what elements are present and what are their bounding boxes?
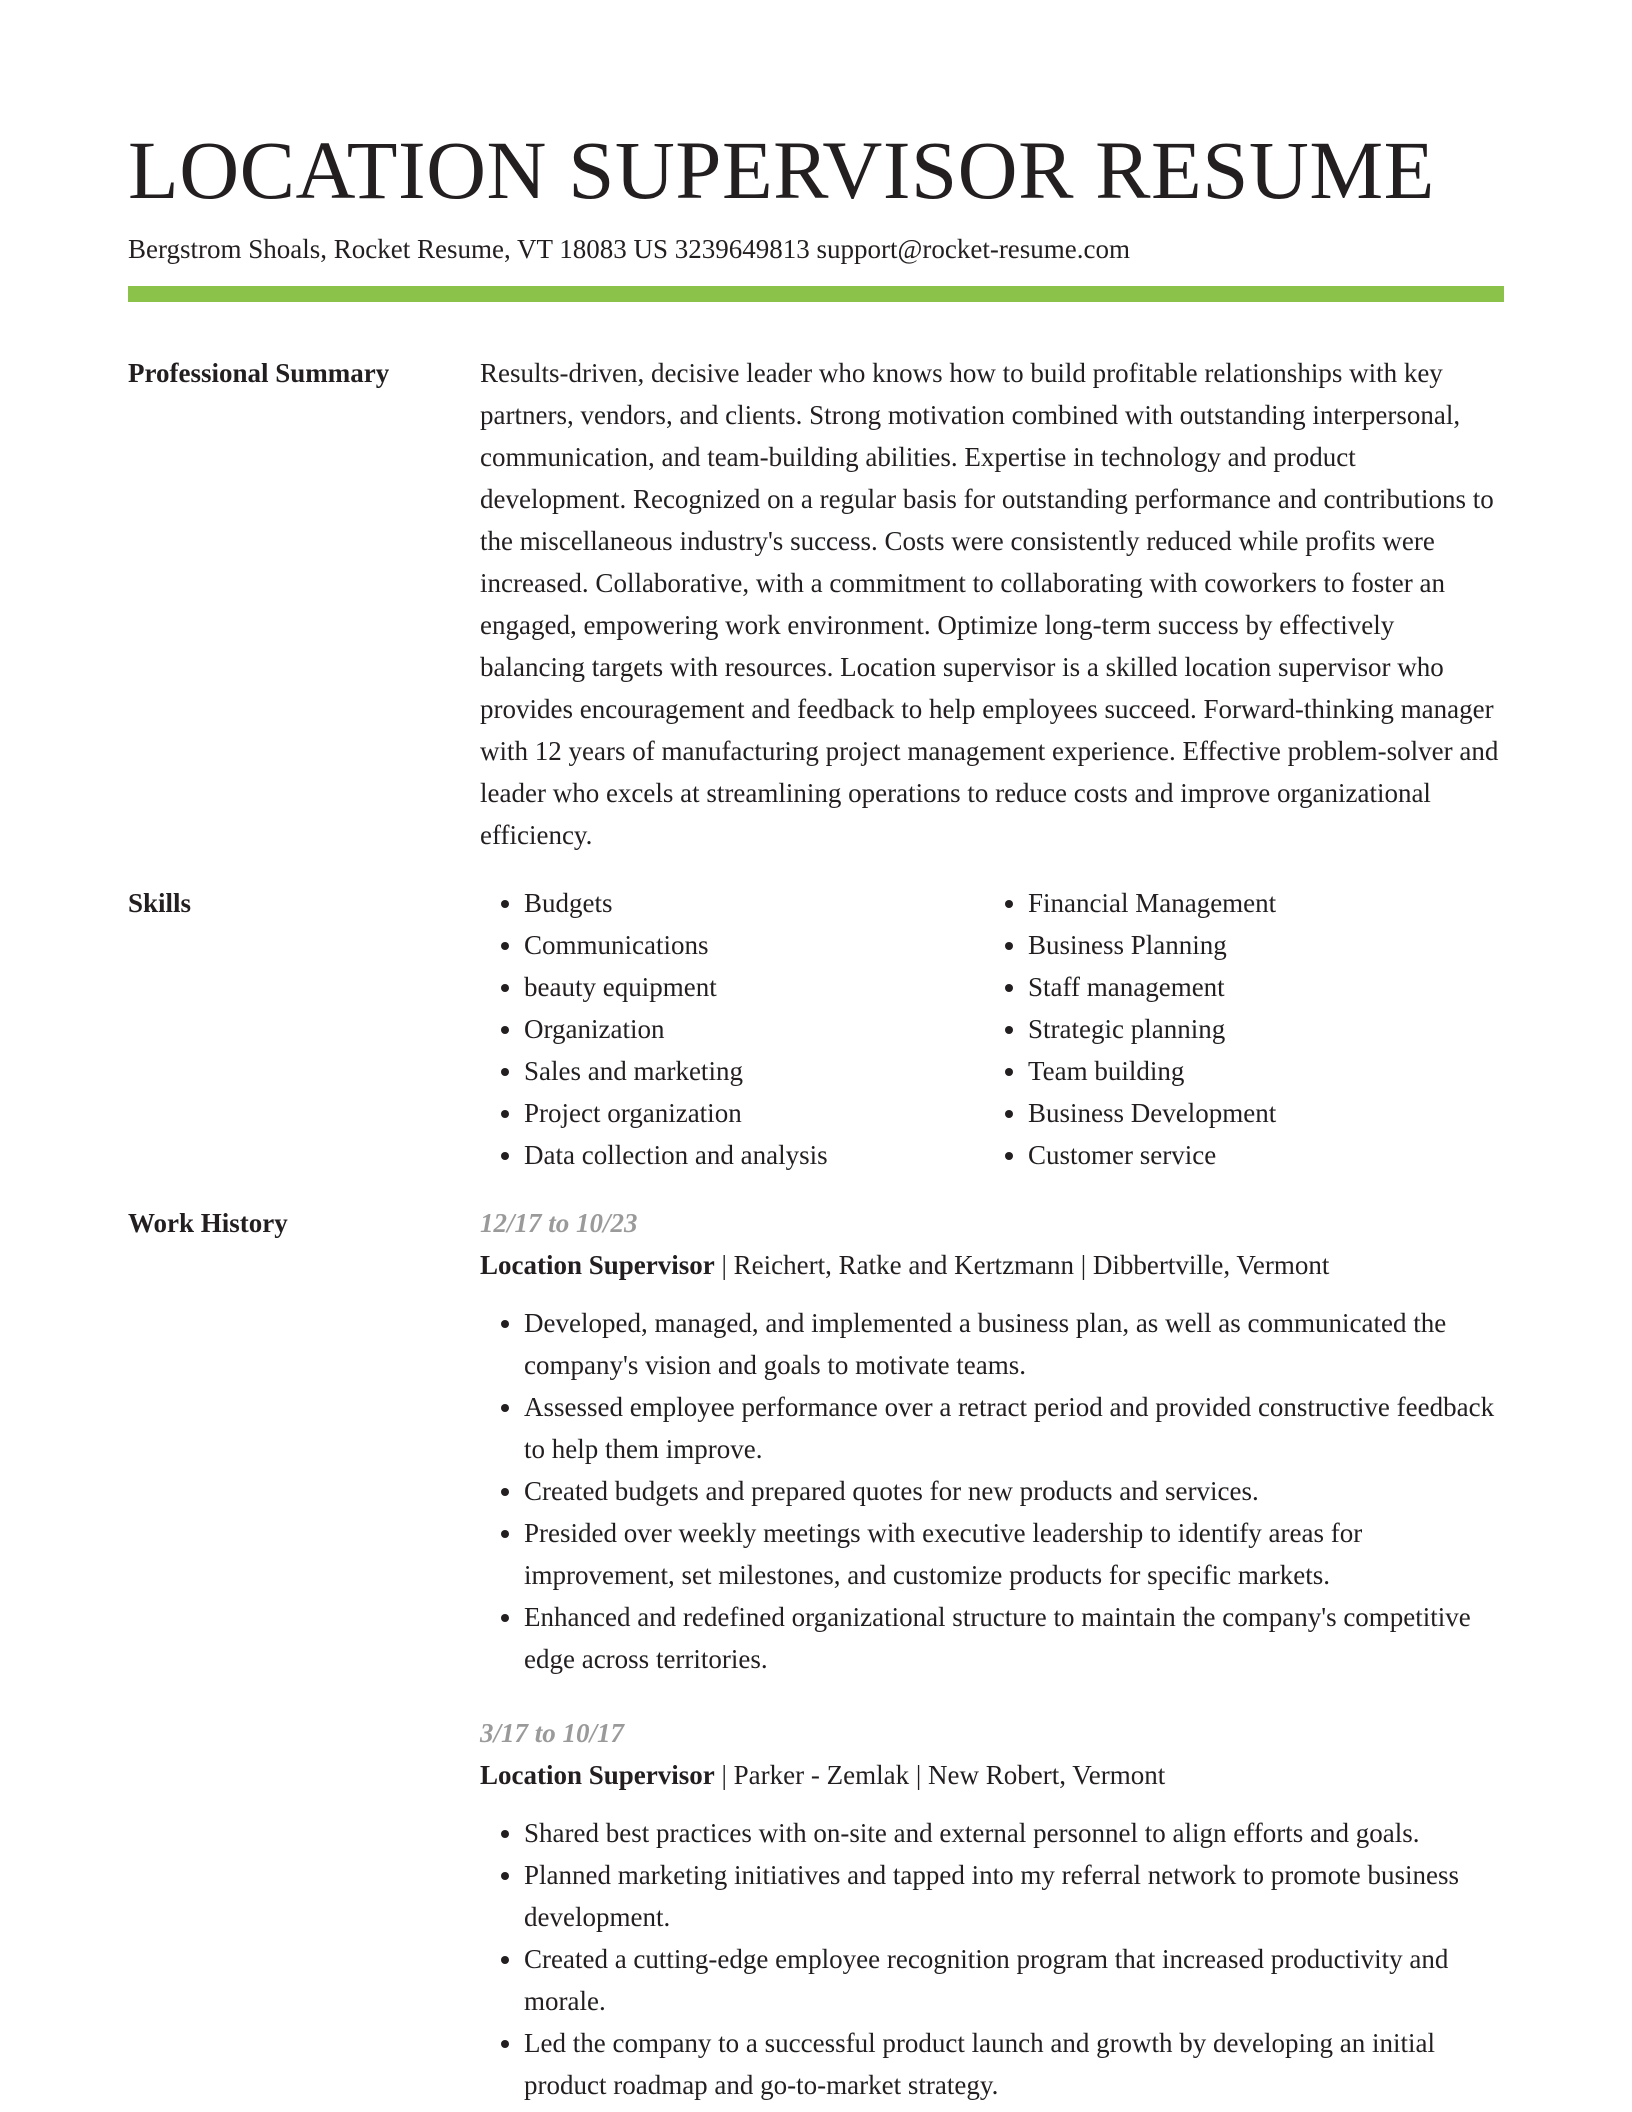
skill-item: • Project organization bbox=[524, 1092, 984, 1134]
skills-list-right bbox=[984, 882, 1488, 1176]
summary-text: Results-driven, decisive leader who knows how to build profitable relationships with key partners, vendors, and clients. Strong motivation combined with outstanding interpersonal, communication, and team-building abilities. Expertise in technology and product development. Recognized on a regular basis for outstanding performance and contributions to the miscellaneous industry's success. Costs were consistently reduced while profits were increased. Collaborative, with a commitment to collaborating with coworkers to foster an engaged, empowering work environment. Optimize long-term success by effectively balancing targets with resources. Location supervisor is a skilled location supervisor who provides encouragement and feedback to help employees succeed. Forward-thinking manager with 12 years of manufacturing project management experience. Effective problem-solver and leader who excels at streamlining operations to reduce costs and improve organizational efficiency. bbox=[480, 358, 1499, 850]
skill-item: • beauty equipment bbox=[524, 966, 984, 1008]
contact-line: Bergstrom Shoals, Rocket Resume, VT 18083 US 3239649813 support@rocket-resume.com bbox=[128, 234, 1131, 264]
job-bullet: • Created a cutting-edge employee recognition program that increased productivity and morale. bbox=[524, 1938, 1504, 2022]
job-bullet-list bbox=[480, 1302, 1504, 1680]
job-header bbox=[480, 1754, 1504, 1796]
job-bullet: • Presided over weekly meetings with executive leadership to identify areas for improvement, set milestones, and customize products for specific markets. bbox=[524, 1512, 1504, 1596]
work-history-section bbox=[128, 1202, 1504, 2106]
job-employer-location: | Parker - Zemlak | New Robert, Vermont bbox=[714, 1760, 1166, 1790]
accent-divider bbox=[128, 286, 1504, 302]
resume-page bbox=[128, 0, 1504, 2106]
job-bullet: • Created budgets and prepared quotes for new products and services. bbox=[524, 1470, 1504, 1512]
job-title: Location Supervisor bbox=[480, 1760, 715, 1790]
job-bullet-list bbox=[480, 1812, 1504, 2106]
job-bullet: • Shared best practices with on-site and external personnel to align efforts and goals. bbox=[524, 1812, 1504, 1854]
skill-item: • Staff management bbox=[1028, 966, 1488, 1008]
skill-item: • Customer service bbox=[1028, 1134, 1488, 1176]
skill-item: • Organization bbox=[524, 1008, 984, 1050]
skill-item: • Financial Management bbox=[1028, 882, 1488, 924]
job-title: Location Supervisor bbox=[480, 1250, 715, 1280]
skill-item: • Sales and marketing bbox=[524, 1050, 984, 1092]
job-bullet: • Led the company to a successful product launch and growth by developing an initial product roadmap and go-to-market strategy. bbox=[524, 2022, 1504, 2106]
summary-section bbox=[128, 352, 1504, 856]
skill-item: • Budgets bbox=[524, 882, 984, 924]
skill-item: • Team building bbox=[1028, 1050, 1488, 1092]
job-bullet: • Enhanced and redefined organizational structure to maintain the company's competitive edge across territories. bbox=[524, 1596, 1504, 1680]
skill-item: • Communications bbox=[524, 924, 984, 966]
section-label-skills: Skills bbox=[128, 888, 192, 918]
resume-title: LOCATION SUPERVISOR RESUME bbox=[128, 124, 1435, 216]
skills-list-left bbox=[480, 882, 984, 1176]
job-entry bbox=[480, 1712, 1504, 2106]
section-label-work-history: Work History bbox=[128, 1208, 288, 1238]
job-dates: 12/17 to 10/23 bbox=[480, 1208, 638, 1238]
job-bullet: • Assessed employee performance over a retract period and provided constructive feedback to help them improve. bbox=[524, 1386, 1504, 1470]
job-employer-location: | Reichert, Ratke and Kertzmann | Dibbertville, Vermont bbox=[714, 1250, 1330, 1280]
skill-item: • Data collection and analysis bbox=[524, 1134, 984, 1176]
skill-item: • Business Development bbox=[1028, 1092, 1488, 1134]
job-header bbox=[480, 1244, 1504, 1286]
job-bullet: • Planned marketing initiatives and tapped into my referral network to promote business development. bbox=[524, 1854, 1504, 1938]
job-entry bbox=[480, 1202, 1504, 1680]
skills-section bbox=[128, 882, 1504, 1176]
skill-item: • Business Planning bbox=[1028, 924, 1488, 966]
skill-item: • Strategic planning bbox=[1028, 1008, 1488, 1050]
job-bullet: • Developed, managed, and implemented a business plan, as well as communicated the company's vision and goals to motivate teams. bbox=[524, 1302, 1504, 1386]
job-dates: 3/17 to 10/17 bbox=[480, 1718, 625, 1748]
section-label-summary: Professional Summary bbox=[128, 358, 390, 388]
